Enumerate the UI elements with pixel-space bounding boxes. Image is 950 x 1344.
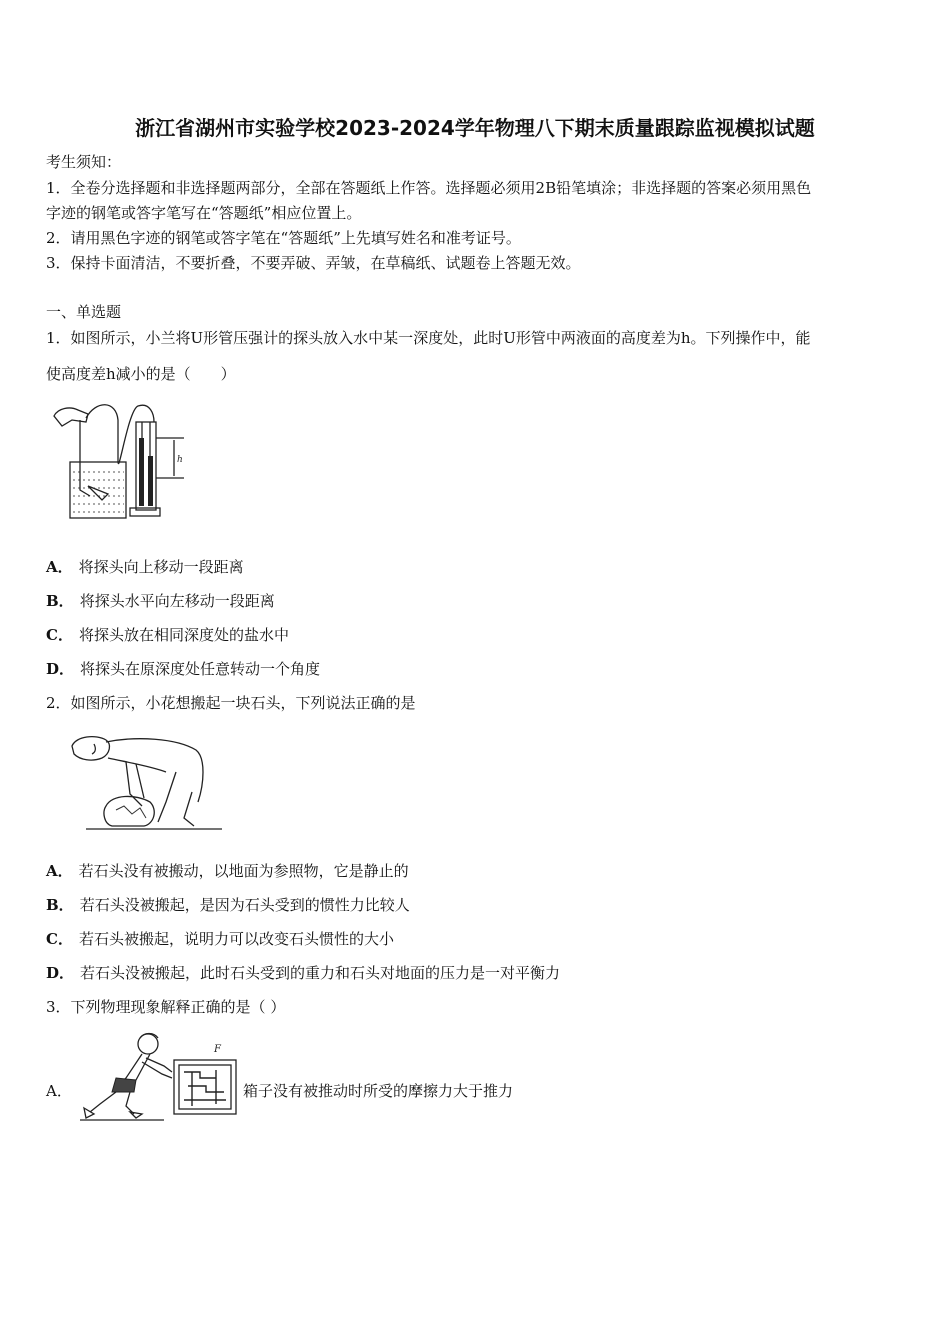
- q2-option-d[interactable]: D． 若石头没被搬起，此时石头受到的重力和石头对地面的压力是一对平衡力: [46, 964, 561, 982]
- notice-item: 3．保持卡面清洁，不要折叠，不要弄破、弄皱，在草稿纸、试题卷上答题无效。: [46, 254, 581, 272]
- q1-option-b[interactable]: B． 将探头水平向左移动一段距离: [46, 592, 275, 610]
- q3-option-a-text[interactable]: 箱子没有被推动时所受的摩擦力大于推力: [243, 1082, 514, 1100]
- boy-pushing-box-figure: [76, 1030, 242, 1124]
- q2-option-b[interactable]: B． 若石头没被搬起，是因为石头受到的惯性力比较人: [46, 896, 410, 914]
- question-1-stem: 使高度差h减小的是（ ）: [46, 365, 236, 383]
- h-label: h: [177, 455, 183, 465]
- question-2-stem: 2．如图所示，小花想搬起一块石头，下列说法正确的是: [46, 694, 416, 712]
- u-tube-manometer-figure: [46, 400, 196, 524]
- q1-option-d[interactable]: D． 将探头在原深度处任意转动一个角度: [46, 660, 321, 678]
- q1-option-a[interactable]: A． 将探头向上移动一段距离: [46, 558, 244, 576]
- force-label: F: [214, 1044, 221, 1055]
- document-title: 浙江省湖州市实验学校2023-2024学年物理八下期末质量跟踪监视模拟试题: [135, 116, 815, 140]
- q2-option-a[interactable]: A． 若石头没有被搬动，以地面为参照物，它是静止的: [46, 862, 409, 880]
- notice-item: 1．全卷分选择题和非选择题两部分，全部在答题纸上作答。选择题必须用2B铅笔填涂；非选择题的答案必须用黑色: [46, 179, 812, 197]
- notice-item: 2．请用黑色字迹的钢笔或答字笔在“答题纸”上先填写姓名和准考证号。: [46, 229, 521, 247]
- notice-item: 字迹的钢笔或答字笔写在“答题纸”相应位置上。: [46, 204, 362, 222]
- q2-option-c[interactable]: C． 若石头被搬起，说明力可以改变石头惯性的大小: [46, 930, 394, 948]
- q1-option-c[interactable]: C． 将探头放在相同深度处的盐水中: [46, 626, 289, 644]
- question-3-stem: 3．下列物理现象解释正确的是（ ）: [46, 998, 286, 1016]
- q3-option-a-label[interactable]: A．: [46, 1082, 72, 1100]
- notice-heading: 考生须知：: [46, 153, 122, 171]
- question-1-stem: 1．如图所示，小兰将U形管压强计的探头放入水中某一深度处，此时U形管中两液面的高度差为h。下列操作中，能: [46, 329, 811, 347]
- section-heading: 一、单选题: [46, 303, 122, 321]
- girl-lifting-stone-figure: [66, 732, 226, 834]
